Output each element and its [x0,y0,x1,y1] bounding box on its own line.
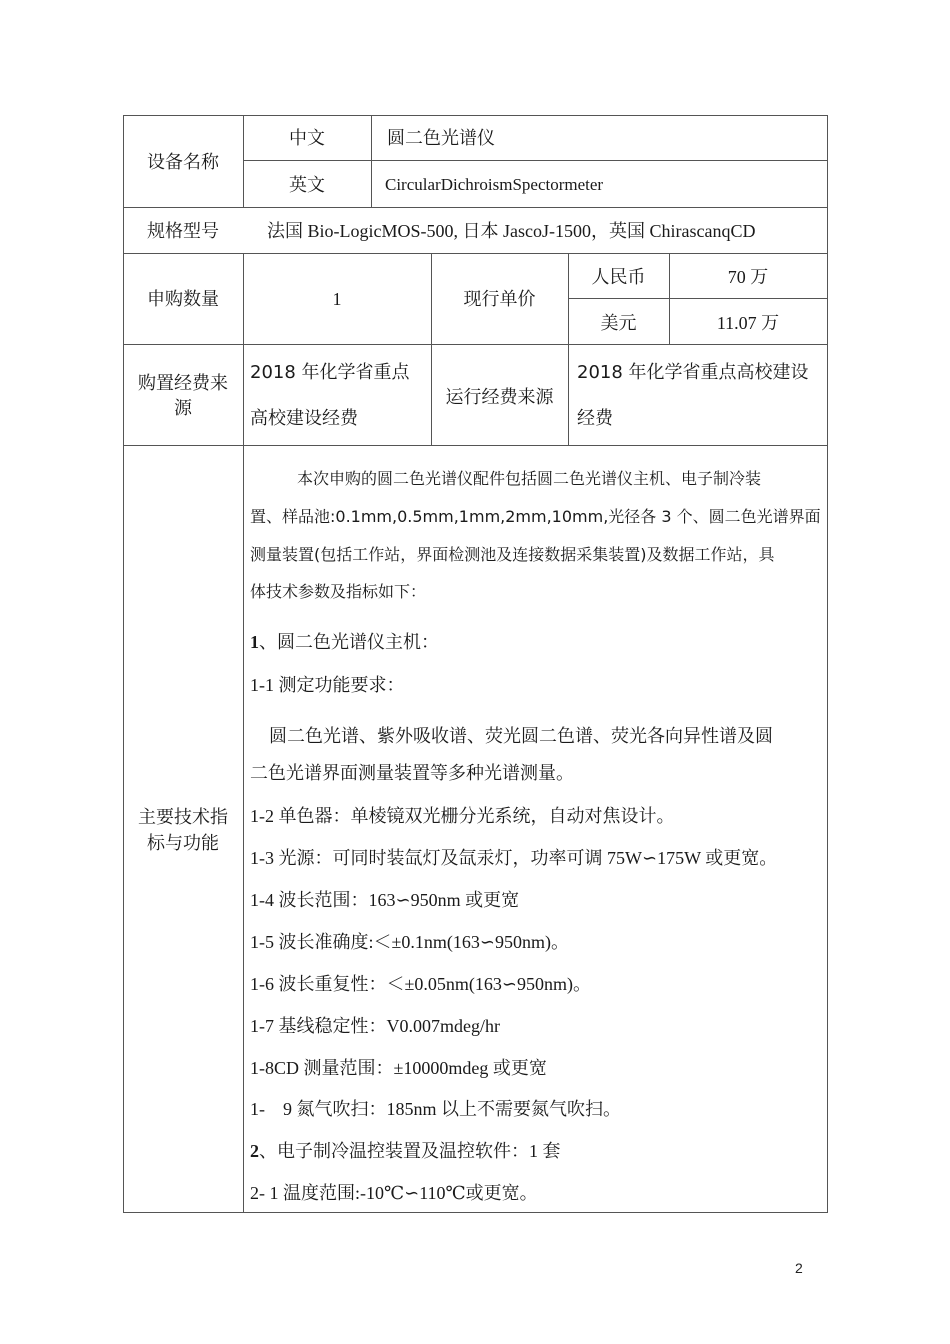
tech-line: 体技术参数及指标如下： [250,582,427,601]
tech-line: 1、圆二色光谱仪主机： [250,632,439,652]
tech-line: 圆二色光谱、紫外吸收谱、荧光圆二色谱、荧光各向异性谱及圆 [269,726,773,746]
run-fund-label: 运行经费来源 [445,387,554,407]
quantity-value: 1 [332,289,342,309]
chinese-name-value: 圆二色光谱仪 [387,128,495,148]
tech-line: 二色光谱界面测量装置等多种光谱测量。 [250,763,574,783]
rmb-label: 人民币 [591,267,646,287]
chinese-label: 中文 [289,128,325,148]
section-number: 1 [250,632,259,652]
tech-line: 2- 1 温度范围:-10℃∽110℃或更宽。 [250,1183,538,1203]
tech-line: 1-7 基线稳定性：V0.007mdeg/hr [250,1016,500,1036]
tech-line: 1-4 波长范围：163∽950nm 或更宽 [250,890,520,910]
page-number: 2 [795,1260,803,1276]
tech-line: 2、电子制冷温控装置及温控软件：1 套 [250,1141,561,1161]
tech-line: 1-3 光源：可同时装氙灯及氙汞灯，功率可调 75W∽175W 或更宽。 [250,848,778,868]
tech-line: 1- 9 氮气吹扫：185nm 以上不需要氮气吹扫。 [250,1099,621,1119]
tech-line: 1-1 测定功能要求： [250,675,405,695]
run-fund-value-line1: 2018 年化学省重点高校建设 [577,362,809,383]
english-name-value: CircularDichroismSpectormeter [385,175,604,194]
tech-line: 1-5 波长准确度:＜±0.1nm(163∽950nm)。 [250,932,569,952]
tech-line: 本次申购的圆二色光谱仪配件包括圆二色光谱仪主机、电子制冷装 [297,469,762,488]
price-label: 现行单价 [463,289,536,309]
tech-line: 1-8CD 测量范围：±10000mdeg 或更宽 [250,1058,547,1078]
tech-label-line2: 标与功能 [147,833,219,853]
usd-value: 11.07 万 [716,313,780,333]
tech-line: 1-2 单色器：单棱镜双光栅分光系统，自动对焦设计。 [250,806,675,826]
usd-label: 美元 [600,313,637,333]
tech-label-line1: 主要技术指 [138,807,228,827]
fund-label-line1: 购置经费来 [138,373,228,393]
fund-value-line1: 2018 年化学省重点 [250,362,410,383]
fund-value-line2: 高校建设经费 [250,408,358,429]
run-fund-value-line2: 经费 [577,408,613,429]
section-number: 2 [250,1141,259,1161]
tech-line: 1-6 波长重复性：＜±0.05nm(163∽950nm)。 [250,974,591,994]
rmb-value: 70 万 [727,267,769,287]
spec-label: 规格型号 [147,221,219,241]
quantity-label: 申购数量 [147,289,219,309]
english-label: 英文 [289,175,325,195]
spec-value: 法国 Bio-LogicMOS-500, 日本 JascoJ-1500，英国 ChirascanqCD [267,221,756,241]
tech-line: 置、样品池:0.1mm,0.5mm,1mm,2mm,10mm,光径各 3 个、圆二色光谱界面 [250,507,821,526]
fund-label-line2: 源 [174,398,192,418]
device-name-label: 设备名称 [147,152,219,172]
tech-line: 测量装置(包括工作站，界面检测池及连接数据采集装置)及数据工作站，具 [250,545,775,564]
